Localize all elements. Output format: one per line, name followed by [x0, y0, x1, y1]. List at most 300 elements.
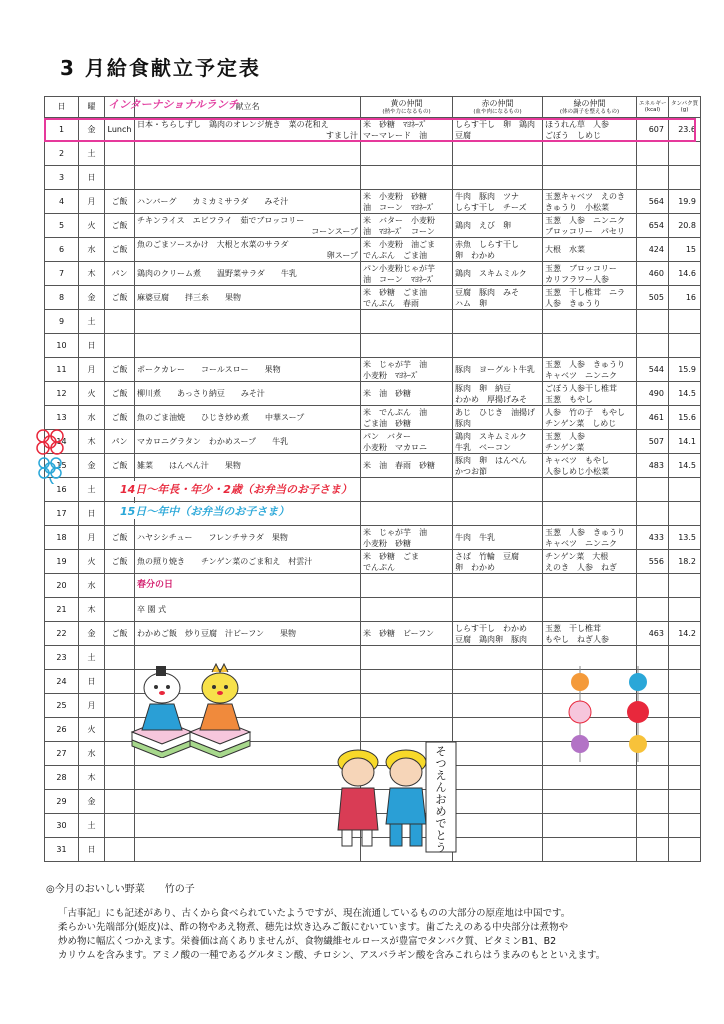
- cell-protein: [669, 574, 701, 598]
- cell-kcal: [637, 310, 669, 334]
- cell-red-line: さば 竹輪 豆腐: [455, 551, 519, 561]
- cell-menu: [135, 238, 361, 262]
- cell-yellow-line: 米 油 春雨 砂糖: [363, 461, 435, 470]
- cell-green-line: ごぼう しめじ: [545, 130, 601, 140]
- cell-staple: ご飯: [105, 454, 135, 478]
- table-row: [45, 358, 701, 382]
- cell-menu-line: 日本・ちらしずし 鶏肉のオレンジ焼き 菜の花和え: [137, 119, 329, 129]
- cell-day: 31: [45, 838, 79, 862]
- cell-protein: 14.6: [669, 262, 701, 286]
- cell-protein: 14.1: [669, 430, 701, 454]
- header-yellow-label: 黄の仲間: [390, 99, 423, 108]
- cell-green: [543, 214, 637, 238]
- cell-staple: パン: [105, 430, 135, 454]
- cell-yellow-line: 油 コーン ﾏﾖﾈｰｽﾞ: [363, 202, 435, 212]
- cell-red: [453, 382, 543, 406]
- table-row: [45, 430, 701, 454]
- cell-weekday: 日: [79, 166, 105, 190]
- table-row: [45, 142, 701, 166]
- cell-red-line: 豚肉 卵 はんぺん: [455, 455, 527, 465]
- cell-yellow: [361, 550, 453, 574]
- cell-weekday: 金: [79, 286, 105, 310]
- cell-weekday: 金: [79, 622, 105, 646]
- cell-weekday: 水: [79, 238, 105, 262]
- cell-menu-line: 魚のごまソースかけ 大根と水菜のサラダ: [137, 239, 289, 249]
- table-header-row: [45, 97, 701, 118]
- cell-green: [543, 574, 637, 598]
- cell-menu-line: ハンバーグ カミカミサラダ みそ汁: [137, 197, 289, 206]
- cell-green: [543, 118, 637, 142]
- cell-protein: [669, 334, 701, 358]
- cell-kcal: 463: [637, 622, 669, 646]
- cell-menu: [135, 814, 361, 838]
- table-row: [45, 406, 701, 430]
- cell-green-line: チンゲン菜 大根: [545, 551, 609, 561]
- cell-weekday: 土: [79, 478, 105, 502]
- graduation-banner-text: そつえんおめでとう: [435, 745, 447, 854]
- header-yellow: [361, 97, 453, 118]
- cell-kcal: 433: [637, 526, 669, 550]
- footer-line: カリウムを含みます。アミノ酸の一種であるグルタミン酸、チロシン、アスパラギン酸を含みこれらはうまみのもとといえます。: [58, 950, 606, 961]
- cell-yellow: [361, 526, 453, 550]
- cell-menu-line: 鶏肉のクリーム煮 温野菜サラダ 牛乳: [137, 269, 297, 278]
- cell-day: 23: [45, 646, 79, 670]
- cell-kcal: [637, 598, 669, 622]
- cell-staple: [105, 502, 135, 526]
- cell-red: [453, 190, 543, 214]
- cell-yellow-line: 米 砂糖 ビーフン: [363, 629, 434, 638]
- header-protein-label: タンパク質: [671, 101, 699, 107]
- cell-green: [543, 238, 637, 262]
- cell-green-line: 玉葱 人参 きゅうり: [545, 359, 625, 369]
- cell-yellow: [361, 334, 453, 358]
- cell-weekday: 火: [79, 550, 105, 574]
- cell-menu-line: 春分の日: [137, 580, 174, 590]
- cell-yellow-line: 米 油 砂糖: [363, 389, 411, 398]
- cell-yellow-line: パン小麦粉じゃが芋: [363, 263, 435, 273]
- cell-yellow: [361, 598, 453, 622]
- table-row: [45, 502, 701, 526]
- cell-weekday: 日: [79, 334, 105, 358]
- cell-menu: [135, 382, 361, 406]
- cell-day: 11: [45, 358, 79, 382]
- cell-green: [543, 142, 637, 166]
- cell-red-line: 牛肉 牛乳: [455, 533, 495, 542]
- cell-yellow: [361, 238, 453, 262]
- hina-ornaments-illustration: [564, 666, 660, 764]
- cell-day: 15: [45, 454, 79, 478]
- cell-green-line: 人参 きゅうり: [545, 298, 601, 308]
- cell-red-line: 赤魚 しらす干し: [455, 239, 519, 249]
- cell-staple: [105, 814, 135, 838]
- cell-day: 10: [45, 334, 79, 358]
- cell-staple: [105, 574, 135, 598]
- cell-weekday: 日: [79, 838, 105, 862]
- cell-kcal: 483: [637, 454, 669, 478]
- cell-day: 24: [45, 670, 79, 694]
- cell-weekday: 月: [79, 358, 105, 382]
- cell-menu-line: 卵スープ: [326, 250, 358, 260]
- page-title: 3 月給食献立予定表: [60, 56, 261, 80]
- cell-kcal: 556: [637, 550, 669, 574]
- cell-red: [453, 286, 543, 310]
- hina-dolls-illustration: [128, 660, 266, 758]
- cell-day: 12: [45, 382, 79, 406]
- header-yellow-sub: (熱や力になるもの): [382, 109, 431, 115]
- cell-green-line: 玉葱 人参: [545, 431, 585, 441]
- cell-red: [453, 646, 543, 670]
- header-energy-label: エネルギー: [639, 101, 667, 107]
- cell-protein: [669, 670, 701, 694]
- cell-staple: ご飯: [105, 526, 135, 550]
- cell-staple: [105, 478, 135, 502]
- cell-yellow: [361, 718, 453, 742]
- cell-kcal: [637, 766, 669, 790]
- cell-red: [453, 670, 543, 694]
- header-menu: 献立名: [135, 97, 361, 118]
- cell-menu: [135, 142, 361, 166]
- cell-menu-line: マカロニグラタン わかめスープ 牛乳: [137, 437, 289, 446]
- cell-red: [453, 334, 543, 358]
- table-row: [45, 598, 701, 622]
- cell-kcal: 564: [637, 190, 669, 214]
- cell-kcal: [637, 142, 669, 166]
- cell-green-line: 玉葱 干し椎茸 ニラ: [545, 287, 625, 297]
- cell-kcal: 460: [637, 262, 669, 286]
- cell-red-line: 豆腐 豚肉 みそ: [455, 287, 519, 297]
- cell-weekday: 金: [79, 454, 105, 478]
- cell-staple: ご飯: [105, 550, 135, 574]
- cell-menu-line: 麻婆豆腐 拌三糸 果物: [137, 293, 241, 302]
- cell-green: [543, 382, 637, 406]
- cell-staple: ご飯: [105, 214, 135, 238]
- cell-red: [453, 550, 543, 574]
- cell-weekday: 金: [79, 790, 105, 814]
- cell-kcal: [637, 502, 669, 526]
- cell-red-line: しらす干し 卵 鶏肉: [455, 119, 535, 129]
- cell-kcal: 507: [637, 430, 669, 454]
- header-protein: [669, 97, 701, 118]
- cell-red: [453, 142, 543, 166]
- cell-staple: [105, 598, 135, 622]
- cell-green-line: もやし ねぎ人参: [545, 634, 609, 644]
- cell-menu-line: 魚のごま油焼 ひじき炒め煮 中華スープ: [137, 413, 305, 422]
- footer-vegetable-text: [58, 907, 698, 963]
- cell-day: 20: [45, 574, 79, 598]
- cell-protein: 13.5: [669, 526, 701, 550]
- cell-yellow-line: 油 ﾏﾖﾈｰｽﾞ コーン: [363, 226, 435, 236]
- table-row: [45, 382, 701, 406]
- cell-kcal: 505: [637, 286, 669, 310]
- cell-yellow: [361, 502, 453, 526]
- cell-day: 26: [45, 718, 79, 742]
- header-day: 日: [45, 97, 79, 118]
- cell-weekday: 土: [79, 814, 105, 838]
- cell-green-line: チンゲン菜 しめじ: [545, 418, 617, 428]
- cell-yellow: [361, 382, 453, 406]
- cell-menu: [135, 622, 361, 646]
- cell-day: 16: [45, 478, 79, 502]
- table-row: [45, 454, 701, 478]
- cell-yellow: [361, 262, 453, 286]
- cell-green-line: キャベツ もやし: [545, 455, 609, 465]
- cell-green-line: キャベツ ニンニク: [545, 538, 617, 548]
- cell-protein: 18.2: [669, 550, 701, 574]
- cell-yellow: [361, 190, 453, 214]
- cell-weekday: 火: [79, 718, 105, 742]
- handwritten-international-note: インターナショナルランチ: [108, 98, 239, 111]
- cell-green: [543, 166, 637, 190]
- cell-weekday: 土: [79, 646, 105, 670]
- cell-menu-line: 柳川煮 あっさり納豆 みそ汁: [137, 389, 265, 398]
- table-row: [45, 574, 701, 598]
- cell-menu: [135, 334, 361, 358]
- cell-yellow: [361, 694, 453, 718]
- cell-green: [543, 262, 637, 286]
- cell-kcal: 607: [637, 118, 669, 142]
- header-protein-unit: (g): [680, 107, 689, 113]
- cell-kcal: [637, 838, 669, 862]
- cell-protein: [669, 166, 701, 190]
- cell-yellow-line: 米 じゃが芋 油: [363, 527, 427, 537]
- cell-protein: [669, 310, 701, 334]
- cell-day: 7: [45, 262, 79, 286]
- cell-protein: [669, 142, 701, 166]
- cell-red-line: わかめ 厚揚げみそ: [455, 394, 527, 404]
- cell-protein: 15.9: [669, 358, 701, 382]
- cell-green: [543, 502, 637, 526]
- cell-yellow-line: マーマレード 油: [363, 130, 427, 140]
- cell-red-line: 豆腐: [455, 130, 471, 140]
- cell-green: [543, 598, 637, 622]
- cell-menu-line: 雑菜 はんぺん汁 果物: [137, 461, 241, 470]
- cell-red: [453, 214, 543, 238]
- cell-menu: [135, 526, 361, 550]
- cell-red: [453, 358, 543, 382]
- cell-protein: 14.2: [669, 622, 701, 646]
- cell-day: 3: [45, 166, 79, 190]
- table-row: [45, 622, 701, 646]
- cell-green-line: 玉葱キャベツ えのき: [545, 191, 625, 201]
- cell-staple: ご飯: [105, 238, 135, 262]
- cell-protein: 15.6: [669, 406, 701, 430]
- cell-red-line: しらす干し チーズ: [455, 202, 527, 212]
- cell-menu-line: ハヤシシチュー フレンチサラダ 果物: [137, 533, 288, 542]
- cell-red-line: 豆腐 鶏肉卵 豚肉: [455, 634, 527, 644]
- cell-kcal: 424: [637, 238, 669, 262]
- cell-menu-line: コーンスープ: [311, 226, 358, 236]
- cell-green: [543, 814, 637, 838]
- cell-weekday: 月: [79, 526, 105, 550]
- cell-protein: 14.5: [669, 454, 701, 478]
- cell-green-line: カリフラワー人参: [545, 274, 609, 284]
- cell-green-line: ごぼう人参干し椎茸: [545, 383, 617, 393]
- cell-green: [543, 766, 637, 790]
- cell-staple: [105, 310, 135, 334]
- cell-day: 6: [45, 238, 79, 262]
- cell-protein: [669, 838, 701, 862]
- cell-yellow-line: 米 小麦粉 砂糖: [363, 191, 427, 201]
- cell-menu: [135, 790, 361, 814]
- cell-yellow: [361, 430, 453, 454]
- cell-weekday: 日: [79, 670, 105, 694]
- cell-protein: [669, 766, 701, 790]
- cell-red: [453, 310, 543, 334]
- handwritten-day15-note: 15日～年中（お弁当のお子さま）: [120, 505, 290, 518]
- cell-red-line: 豚肉: [455, 418, 471, 428]
- cell-weekday: 火: [79, 382, 105, 406]
- cell-menu: [135, 454, 361, 478]
- table-row: [45, 478, 701, 502]
- cell-red-line: 鶏肉 スキムミルク: [455, 431, 527, 441]
- cell-red: [453, 454, 543, 478]
- cell-protein: [669, 502, 701, 526]
- cell-menu: [135, 550, 361, 574]
- cell-green-line: キャベツ ニンニク: [545, 370, 617, 380]
- table-row: [45, 262, 701, 286]
- cell-staple: [105, 166, 135, 190]
- cell-menu: [135, 310, 361, 334]
- cell-yellow: [361, 454, 453, 478]
- cell-day: 30: [45, 814, 79, 838]
- cell-green-line: 玉葱 ブロッコリー: [545, 263, 617, 273]
- cell-staple: ご飯: [105, 358, 135, 382]
- cell-red-line: 牛乳 ベーコン: [455, 442, 511, 452]
- cell-yellow-line: パン バター: [363, 431, 411, 441]
- handwritten-day14-note: 14日～年長・年少・2歳（お弁当のお子さま）: [120, 483, 352, 496]
- cell-day: 19: [45, 550, 79, 574]
- cell-red: [453, 574, 543, 598]
- cell-day: 18: [45, 526, 79, 550]
- cell-weekday: 木: [79, 430, 105, 454]
- cell-green: [543, 334, 637, 358]
- cell-staple: [105, 142, 135, 166]
- cell-green-line: えのき 人参 ねぎ: [545, 562, 617, 572]
- cell-red: [453, 526, 543, 550]
- cell-menu-line: 魚の照り焼き チンゲン菜のごま和え 村雲汁: [137, 557, 313, 566]
- cell-green-line: 玉葱 干し椎茸: [545, 623, 601, 633]
- cell-staple: ご飯: [105, 382, 135, 406]
- cell-green: [543, 310, 637, 334]
- cell-red-line: あじ ひじき 油揚げ: [455, 407, 535, 417]
- cell-weekday: 日: [79, 502, 105, 526]
- cell-menu: [135, 358, 361, 382]
- cell-green-line: きゅうり 小松菜: [545, 202, 609, 212]
- table-row: [45, 238, 701, 262]
- flower-doodles: [30, 426, 70, 484]
- cell-day: 22: [45, 622, 79, 646]
- footer-line: 柔らかい先端部分(姫皮)は、酢の物やあえ物煮、穂先は炊き込みご飯にむいています。歯ごたえのある中央部分は煮物や: [58, 922, 569, 933]
- cell-green-line: 人参 竹の子 もやし: [545, 407, 625, 417]
- cell-weekday: 水: [79, 406, 105, 430]
- footer-line: 炒め物に幅広くつかえます。栄養価は高くありませんが、食物繊維セルロースが豊富でタンパク質、ビタミンB1、B2: [58, 936, 557, 947]
- cell-yellow: [361, 358, 453, 382]
- cell-day: 13: [45, 406, 79, 430]
- cell-green-line: 大根 水菜: [545, 245, 585, 254]
- cell-staple: [105, 766, 135, 790]
- cell-day: 25: [45, 694, 79, 718]
- cell-staple: ご飯: [105, 622, 135, 646]
- cell-day: 1: [45, 118, 79, 142]
- cell-yellow-line: 小麦粉 マカロニ: [363, 442, 427, 452]
- cell-menu: [135, 574, 361, 598]
- table-row: [45, 190, 701, 214]
- cell-kcal: 544: [637, 358, 669, 382]
- cell-menu: [135, 502, 361, 526]
- cell-red: [453, 502, 543, 526]
- cell-protein: [669, 790, 701, 814]
- cell-menu-line: すまし汁: [326, 130, 358, 140]
- cell-green: [543, 406, 637, 430]
- table-row: [45, 166, 701, 190]
- cell-yellow: [361, 286, 453, 310]
- cell-menu: [135, 598, 361, 622]
- cell-red-line: 鶏肉 スキムミルク: [455, 269, 527, 278]
- cell-red-line: 牛肉 豚肉 ツナ: [455, 191, 519, 201]
- header-green-sub: (体の調子を整えるもの): [559, 109, 620, 115]
- cell-staple: [105, 790, 135, 814]
- cell-yellow: [361, 670, 453, 694]
- cell-menu-line: 卒 園 式: [137, 605, 167, 614]
- cell-green: [543, 358, 637, 382]
- header-green-label: 緑の仲間: [573, 99, 606, 108]
- cell-yellow: [361, 406, 453, 430]
- cell-yellow-line: 米 砂糖 ごま油: [363, 287, 427, 297]
- cell-yellow-line: 米 小麦粉 油ごま: [363, 239, 435, 249]
- cell-weekday: 月: [79, 190, 105, 214]
- cell-green: [543, 430, 637, 454]
- cell-day: 8: [45, 286, 79, 310]
- cell-menu-line: ポークカレー コールスロー 果物: [137, 365, 281, 374]
- cell-menu: [135, 190, 361, 214]
- cell-yellow-line: 小麦粉 砂糖: [363, 538, 411, 548]
- cell-kcal: [637, 478, 669, 502]
- cell-day: 17: [45, 502, 79, 526]
- cell-red-line: しらす干し わかめ: [455, 623, 527, 633]
- cell-red: [453, 598, 543, 622]
- cell-day: 5: [45, 214, 79, 238]
- cell-red: [453, 478, 543, 502]
- cell-staple: パン: [105, 262, 135, 286]
- cell-protein: 19.9: [669, 190, 701, 214]
- cell-protein: 15: [669, 238, 701, 262]
- cell-green: [543, 838, 637, 862]
- cell-weekday: 土: [79, 310, 105, 334]
- cell-weekday: 月: [79, 694, 105, 718]
- cell-yellow-line: 油 コーン ﾏﾖﾈｰｽﾞ: [363, 274, 435, 284]
- cell-staple: ご飯: [105, 286, 135, 310]
- cell-kcal: [637, 334, 669, 358]
- table-row: [45, 118, 701, 142]
- cell-yellow: [361, 118, 453, 142]
- cell-green-line: 玉葱 もやし: [545, 394, 593, 404]
- cell-protein: 23.6: [669, 118, 701, 142]
- cell-yellow: [361, 574, 453, 598]
- cell-kcal: 654: [637, 214, 669, 238]
- cell-yellow-line: 米 砂糖 ごま: [363, 551, 419, 561]
- cell-menu: [135, 262, 361, 286]
- cell-protein: [669, 598, 701, 622]
- cell-yellow-line: 米 バター 小麦粉: [363, 215, 435, 225]
- table-row: [45, 526, 701, 550]
- cell-weekday: 木: [79, 262, 105, 286]
- header-weekday: 曜: [79, 97, 105, 118]
- cell-protein: 20.8: [669, 214, 701, 238]
- cell-green-line: チンゲン菜: [545, 442, 585, 452]
- cell-red: [453, 694, 543, 718]
- cell-yellow-line: 米 じゃが芋 油: [363, 359, 427, 369]
- cell-weekday: 木: [79, 766, 105, 790]
